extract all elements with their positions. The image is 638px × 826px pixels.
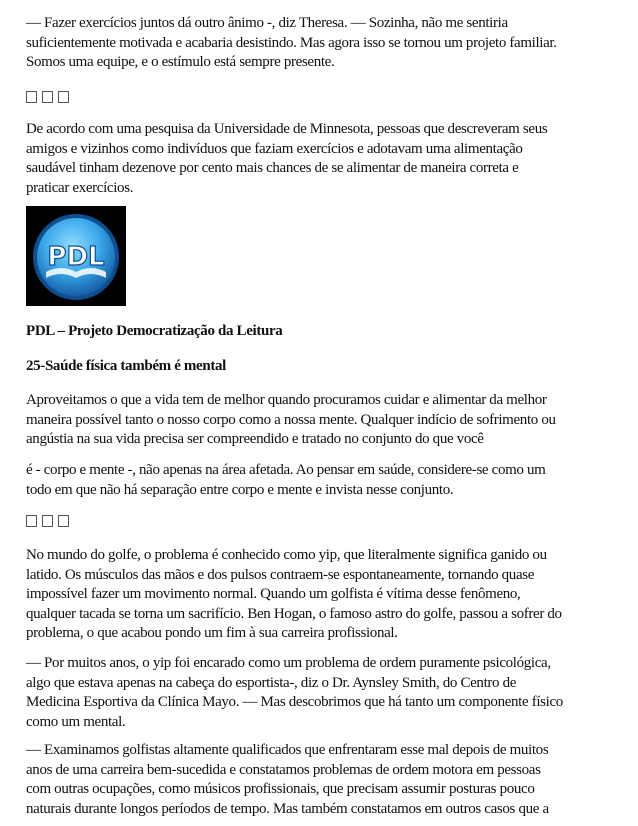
missing-glyph-box-icon bbox=[42, 91, 53, 103]
missing-glyph-box-icon bbox=[42, 515, 53, 527]
paragraph-golfe-yip: No mundo do golfe, o problema é conhecido como yip, que literalmente significa ganido ou latido. Os músculos das mãos e dos pulsos contraem-se espontaneamente, tornando quase impossível fazer um movimento normal. Quando um golfista é vítima desse fenômeno, qualquer tacada se torna um sacrifício. Ben Hogan, o famoso astro do golfe, passou a sofrer do problema, o que acabou pondo um fim à sua carreira profissional. bbox=[26, 547, 562, 641]
paragraph-theresa-quote: — Fazer exercícios juntos dá outro ânimo -, diz Theresa. — Sozinha, não me sentiria suficientemente motivada e acabaria desistindo. Mas agora isso se tornou um projeto familiar. Somos uma equipe, e o estímulo está sempre presente. bbox=[26, 15, 557, 70]
missing-glyph-box-icon bbox=[26, 91, 37, 103]
pdl-logo-letters: PDL bbox=[47, 242, 105, 272]
pdl-logo-icon bbox=[26, 206, 126, 306]
paragraph-corpo-mente: Aproveitamos o que a vida tem de melhor quando procuramos cuidar e alimentar da melhor maneira possível tanto o nosso corpo como a nossa mente. Qualquer indício de sofrimento ou angústia na sua vida precisa ser compreendido e tratado no conjunto do que você bbox=[26, 392, 556, 447]
paragraph-golfistas: — Examinamos golfistas altamente qualificados que enfrentaram esse mal depois de muitos anos de uma carreira bem-sucedida e constatamos problemas de ordem motora em pessoas com outras ocupações, como músicos profissionais, que precisam assumir posturas pouco naturais durante longos períodos de tempo. Mas também constatamos em outros casos que a bbox=[26, 742, 549, 817]
paragraph-dr-smith: — Por muitos anos, o yip foi encarado como um problema de ordem puramente psicológica, algo que estava apenas na cabeça do esportista-, diz o Dr. Aynsley Smith, do Centro de Medicina Esportiva da Clínica Mayo. — Mas descobrimos que há tanto um componente físico como um mental. bbox=[26, 655, 563, 730]
pdl-logo bbox=[26, 206, 126, 306]
missing-glyph-box-icon bbox=[26, 515, 37, 527]
section-separator bbox=[26, 515, 69, 527]
heading-pdl: PDL – Projeto Democratização da Leitura bbox=[26, 323, 283, 339]
paragraph-saude-conjunto: é - corpo e mente -, não apenas na área afetada. Ao pensar em saúde, considere-se como um todo em que não há separação entre corpo e mente e invista nesse conjunto. bbox=[26, 462, 546, 498]
missing-glyph-box-icon bbox=[58, 515, 69, 527]
paragraph-minnesota-research: De acordo com uma pesquisa da Universidade de Minnesota, pessoas que descreveram seus amigos e vizinhos como indivíduos que faziam exercícios e adotavam uma alimentação saudável tinham dezenove por cento mais chances de se alimentar de maneira correta e praticar exercícios. bbox=[26, 121, 548, 196]
chapter-title: 25-Saúde física também é mental bbox=[26, 358, 226, 374]
section-separator bbox=[26, 91, 69, 103]
missing-glyph-box-icon bbox=[58, 91, 69, 103]
